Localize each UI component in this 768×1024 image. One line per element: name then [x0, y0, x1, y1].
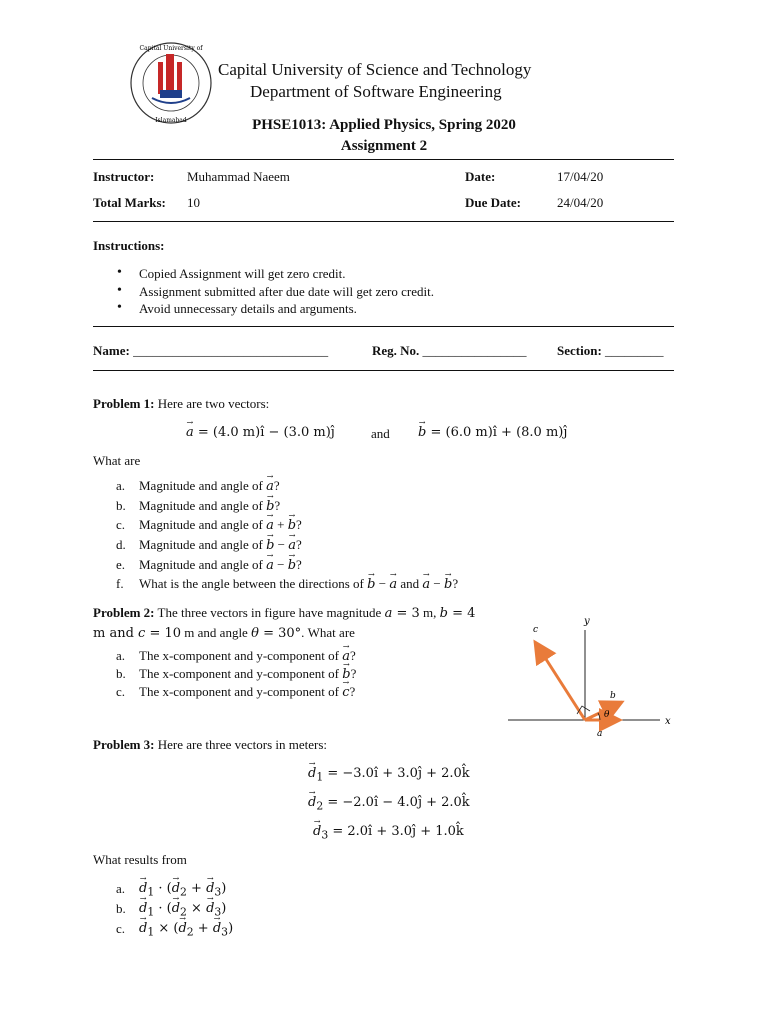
instructor-value: Muhammad Naeem	[187, 169, 290, 184]
bullet-icon: •	[117, 265, 122, 280]
total-marks-label: Total Marks:	[93, 195, 166, 210]
instructor-label: Instructor:	[93, 169, 155, 184]
problem3-item-c: c. → $d_1$ × (→ $d_2$ + → $d_3$)	[116, 921, 125, 937]
university-name: Capital University of Science and Technology	[218, 60, 532, 79]
theta-label: θ	[604, 710, 610, 720]
name-blank: ______________________________	[133, 343, 329, 358]
date-value: 17/04/20	[557, 169, 604, 184]
problem1-item-b: b. Magnitude and angle of → b?	[116, 498, 126, 514]
problem2-item-a: a. The x-component and y-component of → a?	[116, 648, 125, 664]
what-are-text: What are	[93, 453, 141, 468]
bullet-icon: •	[117, 300, 122, 315]
problem1-item-c: c. Magnitude and angle of → a + → b?	[116, 517, 125, 533]
vector-c-label: c	[533, 625, 539, 635]
divider	[93, 326, 674, 327]
university-logo	[128, 40, 214, 126]
name-label: Name:	[93, 343, 130, 358]
vector-a-label: a	[597, 729, 603, 739]
instructions-heading: Instructions:	[93, 238, 165, 253]
problem2-item-c: c. The x-component and y-component of → c?	[116, 684, 125, 700]
department-name: Department of Software Engineering	[250, 82, 502, 101]
bullet-icon: •	[117, 283, 122, 298]
problem1-item-f: f. What is the angle between the directions of → b − → a and → a − → b?	[116, 576, 124, 592]
course-title: PHSE1013: Applied Physics, Spring 2020	[252, 117, 516, 133]
vector-b-label: b	[610, 691, 616, 701]
problem1-item-d: d. Magnitude and angle of → b − → a?	[116, 537, 126, 553]
instruction-item: Avoid unnecessary details and arguments.	[139, 301, 357, 316]
section-label: Section:	[557, 343, 602, 358]
vector-c-arrow	[535, 642, 585, 720]
problem1-item-a: a. Magnitude and angle of → a?	[116, 478, 125, 494]
date-label: Date:	[465, 169, 496, 184]
svg-text:Islamabad: Islamabad	[155, 117, 187, 124]
reg-no-blank: ________________	[422, 343, 527, 358]
vector-d3-equation: → $d_3$ = 2.0î + 3.0ĵ + 1.0k̂	[313, 824, 464, 842]
problem3-intro: Problem 3: Here are three vectors in meters:	[93, 737, 328, 752]
vector-a-equation: → a = (4.0 m)î − (3.0 m)ĵ	[186, 425, 335, 440]
reg-no-label: Reg. No.	[372, 343, 420, 358]
name-field[interactable]	[93, 343, 328, 359]
problem2-intro: Problem 2: The three vectors in figure have magnitude a = 3 m, b = 4 m and c = 10 m and angle θ = 30°. What are	[93, 605, 476, 641]
x-axis-label: x	[665, 716, 671, 727]
problem3-item-a: a. → $d_1$ · (→ $d_2$ + → $d_3$)	[116, 881, 125, 897]
and-text: and	[371, 426, 390, 441]
total-marks-value: 10	[187, 195, 200, 210]
section-field[interactable]	[557, 343, 664, 359]
problem1-intro: Problem 1: Here are two vectors:	[93, 396, 270, 411]
vector-d2-equation: → $d_2$ = −2.0î − 4.0ĵ + 2.0k̂	[308, 795, 470, 813]
divider	[93, 370, 674, 371]
vector-d1-equation: → $d_1$ = −3.0î + 3.0ĵ + 2.0k̂	[308, 766, 470, 784]
reg-no-field[interactable]	[372, 343, 527, 359]
divider	[93, 221, 674, 222]
vector-b-equation: → b = (6.0 m)î + (8.0 m)ĵ	[418, 425, 567, 440]
what-results-text: What results from	[93, 852, 187, 867]
instruction-item: Assignment submitted after due date will get zero credit.	[139, 284, 434, 299]
section-blank: _________	[605, 343, 664, 358]
problem1-item-e: e. Magnitude and angle of → a − → b?	[116, 557, 125, 573]
svg-text:Capital University of: Capital University of	[139, 45, 203, 52]
y-axis-label: y	[584, 616, 590, 627]
due-date-value: 24/04/20	[557, 195, 604, 210]
problem2-item-b: b. The x-component and y-component of → b?	[116, 666, 126, 682]
problem3-item-b: b. → $d_1$ · (→ $d_2$ × → $d_3$)	[116, 901, 126, 917]
divider	[93, 159, 674, 160]
vector-figure	[500, 610, 680, 740]
due-date-label: Due Date:	[465, 195, 521, 210]
instruction-item: Copied Assignment will get zero credit.	[139, 266, 346, 281]
problem1-label: Problem 1:	[93, 396, 155, 411]
assignment-title: Assignment 2	[340, 138, 428, 154]
